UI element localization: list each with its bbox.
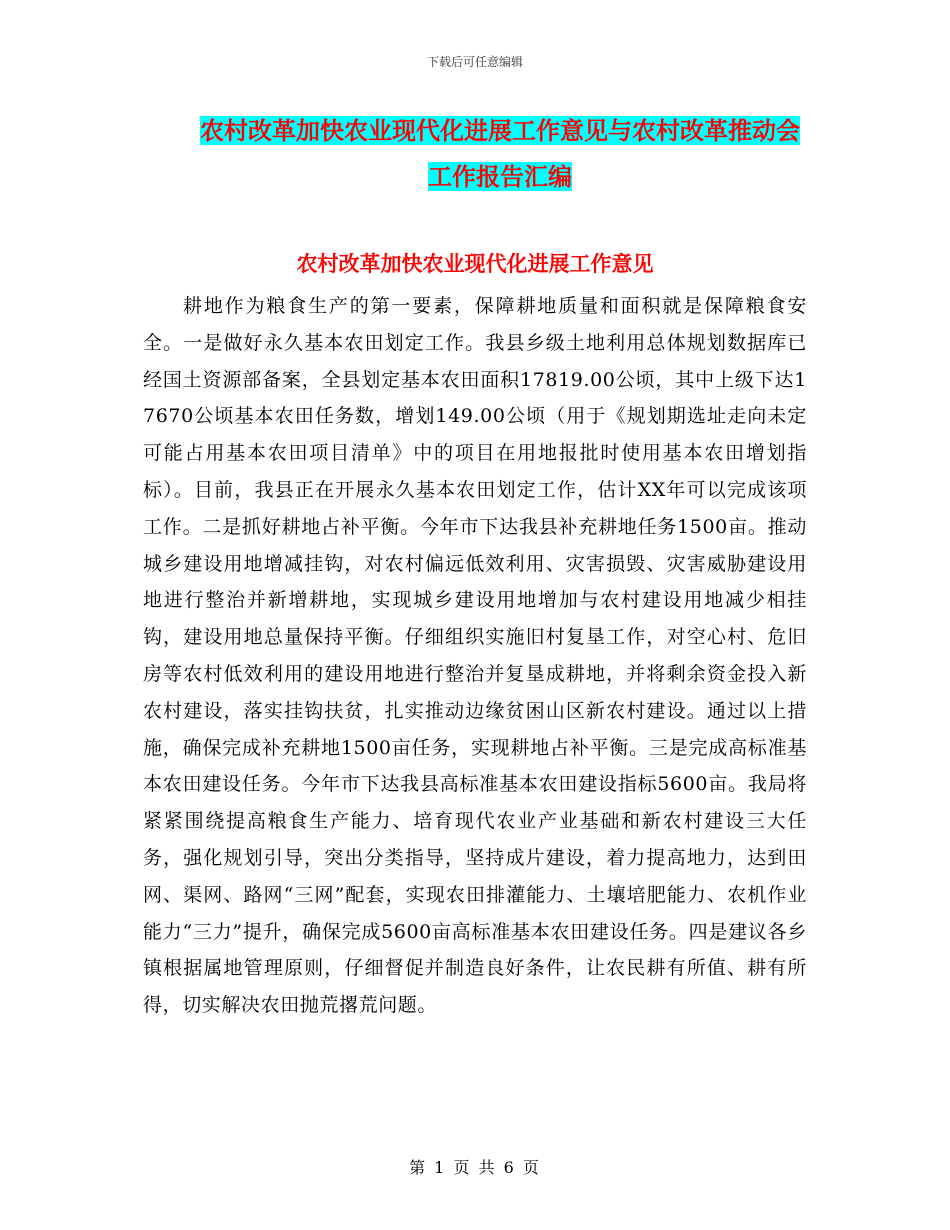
- section-title: 农村改革加快农业现代化进展工作意见: [296, 251, 654, 276]
- page-header-note: 下载后可任意编辑: [426, 55, 523, 69]
- body-paragraph: 耕地作为粮食生产的第一要素，保障耕地质量和面积就是保障粮食安全。一是做好永久基本农田划定工作。我县乡级土地利用总体规划数据库已经国土资源部备案，全县划定基本农田面积17819.00公顷，其中上级下达17670公顷基本农田任务数，增划149.00公顷（用于《规划期选址走向未定可能占用基本农田项目清单》中的项目在用地报批时使用基本农田增划指标）。目前，我县正在开展永久基本农田划定工作，估计XX年可以完成该项工作。二是抓好耕地占补平衡。今年市下达我县补充耕地任务1500亩。推动城乡建设用地增减挂钩，对农村偏远低效利用、灾害损毁、灾害威胁建设用地进行整治并新增耕地，实现城乡建设用地增加与农村建设用地减少相挂钩，建设用地总量保持平衡。仔细组织实施旧村复垦工作，对空心村、危旧房等农村低效利用的建设用地进行整治并复垦成耕地，并将剩余资金投入新农村建设，落实挂钩扶贫，扎实推动边缘贫困山区新农村建设。通过以上措施，确保完成补充耕地1500亩任务，实现耕地占补平衡。三是完成高标准基本农田建设任务。今年市下达我县高标准基本农田建设指标5600亩。我局将紧紧围绕提高粮食生产能力、培育现代农业产业基础和新农村建设三大任务，强化规划引导，突出分类指导，坚持成片建设，着力提高地力，达到田网、渠网、路网“三网”配套，实现农田排灌能力、土壤培肥能力、农机作业能力“三力”提升，确保完成5600亩高标准基本农田建设任务。四是建议各乡镇根据属地管理原则，仔细督促并制造良好条件，让农民耕有所值、耕有所得，切实解决农田抛荒撂荒问题。: [143, 295, 807, 1017]
- page-number-footer: 第 1 页 共 6 页: [409, 1158, 541, 1177]
- document-title: [190, 108, 810, 200]
- document-title-highlight: 农村改革加快农业现代化进展工作意见与农村改革推动会工作报告汇编: [200, 116, 800, 191]
